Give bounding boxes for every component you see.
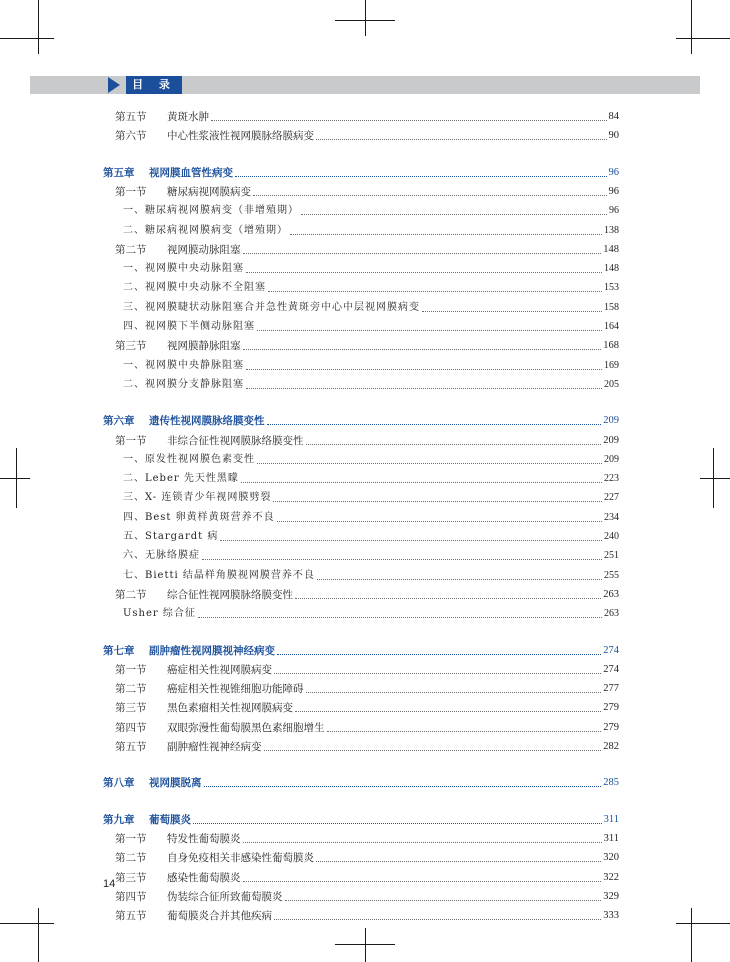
crop-mark <box>676 38 730 39</box>
toc-label <box>115 339 241 353</box>
toc-label <box>115 721 325 735</box>
dot-leader <box>243 348 602 350</box>
dot-leader <box>327 730 602 732</box>
toc-chapter[interactable] <box>103 412 619 428</box>
toc-number: 第二节 <box>115 243 147 256</box>
toc-subsection[interactable] <box>123 202 619 218</box>
toc-subsection[interactable] <box>123 451 619 467</box>
toc-title: 感染性葡萄膜炎 <box>167 871 241 884</box>
dot-leader <box>295 597 601 599</box>
toc-title: 视网膜血管性病变 <box>149 166 233 179</box>
toc-number: 第一节 <box>115 185 147 198</box>
crop-mark <box>0 38 54 39</box>
toc-page: 209 <box>603 434 619 446</box>
dot-leader <box>235 175 607 177</box>
toc-title: 一、视网膜中央静脉阻塞 <box>123 359 244 371</box>
header-title: 目 录 <box>126 76 182 94</box>
dot-leader <box>202 558 602 560</box>
toc-label <box>103 644 275 658</box>
toc-section[interactable] <box>115 719 619 735</box>
toc-page: 205 <box>604 378 619 390</box>
toc-section[interactable] <box>115 888 619 904</box>
toc-title: 二、视网膜分支静脉阻塞 <box>123 378 244 390</box>
toc-label <box>115 832 241 846</box>
toc-number: 第八章 <box>103 777 135 790</box>
toc-page: 320 <box>603 852 619 864</box>
toc-number: 第五节 <box>115 910 147 923</box>
triangle-icon <box>108 77 120 93</box>
toc-subsection[interactable] <box>123 279 619 295</box>
toc-page: 274 <box>603 663 619 675</box>
toc-title: 葡萄膜炎 <box>149 813 191 826</box>
dot-leader <box>264 749 602 751</box>
dot-leader <box>253 194 607 196</box>
toc-page: 209 <box>603 415 619 427</box>
dot-leader <box>246 387 602 389</box>
toc-page: 138 <box>604 224 619 236</box>
toc-label <box>123 491 271 505</box>
toc-number: 第一节 <box>115 434 147 447</box>
toc-number: 第二节 <box>115 852 147 865</box>
toc-label <box>115 185 251 199</box>
toc-title: 副肿瘤性视网膜视神经病变 <box>149 644 275 657</box>
toc-number: 第五节 <box>115 111 147 123</box>
toc-label <box>115 701 293 715</box>
toc-section[interactable] <box>115 680 619 696</box>
dot-leader <box>290 233 602 235</box>
toc-chapter[interactable] <box>103 642 619 658</box>
toc-label <box>123 262 244 276</box>
dot-leader <box>246 271 602 273</box>
toc-title: 中心性浆液性视网膜脉络膜病变 <box>167 130 314 143</box>
dot-leader <box>295 710 601 712</box>
toc-section[interactable] <box>115 108 619 124</box>
crop-mark <box>700 478 730 479</box>
toc-title: 七、Bietti 结晶样角膜视网膜营养不良 <box>123 569 315 581</box>
dot-leader <box>277 520 602 522</box>
toc-subsection[interactable] <box>123 260 619 276</box>
toc-number: 第一节 <box>115 832 147 845</box>
toc-title: 二、视网膜中央动脉不全阻塞 <box>123 282 266 294</box>
dot-leader <box>274 672 601 674</box>
toc-title: 双眼弥漫性葡萄膜黑色素细胞增生 <box>167 721 325 734</box>
toc-label <box>123 569 315 583</box>
toc-title: 特发性葡萄膜炎 <box>167 832 241 845</box>
toc-number: 第六节 <box>115 130 147 143</box>
toc-title: Usher 综合征 <box>123 608 196 620</box>
dot-leader <box>243 252 602 254</box>
toc-title: 四、视网膜下半侧动脉阻塞 <box>123 321 255 332</box>
toc-page: 169 <box>604 359 619 371</box>
dot-leader <box>285 899 602 901</box>
toc-number: 第六章 <box>103 415 135 428</box>
toc-label <box>123 224 288 238</box>
dot-leader <box>317 578 602 580</box>
toc-number: 第三节 <box>115 340 147 353</box>
dot-leader <box>274 918 601 920</box>
toc-label <box>115 588 293 602</box>
crop-mark <box>38 908 39 962</box>
toc-title: 视网膜静脉阻塞 <box>167 340 241 353</box>
toc-page: 263 <box>603 588 619 600</box>
toc-label <box>115 682 304 696</box>
dot-leader <box>243 841 602 843</box>
toc-subsection[interactable] <box>123 605 619 621</box>
toc-page: 279 <box>603 721 619 733</box>
toc-section[interactable] <box>115 830 619 846</box>
toc-section[interactable] <box>115 586 619 602</box>
toc-page: 263 <box>604 608 619 620</box>
toc-label <box>103 776 202 790</box>
toc-label <box>115 110 209 124</box>
crop-mark <box>38 0 39 54</box>
toc-label <box>123 511 275 525</box>
toc-title: 伪装综合征所致葡萄膜炎 <box>167 890 283 903</box>
crop-mark <box>335 20 395 21</box>
toc-label <box>123 320 255 334</box>
dot-leader <box>268 290 602 292</box>
toc-title: 四、Best 卵黄样黄斑营养不良 <box>123 511 275 523</box>
dot-leader <box>193 822 602 824</box>
toc-subsection[interactable] <box>123 376 619 392</box>
crop-mark <box>365 928 366 962</box>
toc-number: 第五节 <box>115 741 147 753</box>
toc-page: 274 <box>603 644 619 656</box>
toc-title: 副肿瘤性视神经病变 <box>167 741 262 753</box>
dot-leader <box>246 368 602 370</box>
toc-page: 282 <box>603 741 619 752</box>
dot-leader <box>306 691 602 693</box>
toc-page: 148 <box>604 263 619 275</box>
dot-leader <box>220 539 602 541</box>
toc-number: 第一节 <box>115 663 147 676</box>
dot-leader <box>204 785 602 787</box>
toc-title: 综合征性视网膜脉络膜变性 <box>167 588 293 601</box>
toc-label <box>123 359 244 373</box>
toc-label <box>103 166 233 180</box>
toc-page: 164 <box>604 321 619 332</box>
toc-title: 自身免疫相关非感染性葡萄膜炎 <box>167 852 314 865</box>
toc-subsection[interactable] <box>123 299 619 315</box>
toc-page: 223 <box>604 473 619 485</box>
toc-title: 一、视网膜中央动脉阻塞 <box>123 263 244 275</box>
toc-subsection[interactable] <box>123 567 619 583</box>
toc-number: 第五章 <box>103 166 135 179</box>
toc-page: 277 <box>603 683 619 695</box>
toc-label <box>123 281 266 295</box>
toc-number: 第七章 <box>103 644 135 657</box>
crop-mark <box>691 908 692 962</box>
dot-leader <box>316 860 601 862</box>
toc-label <box>103 414 265 428</box>
toc-page: 153 <box>604 282 619 294</box>
toc-label <box>123 301 420 315</box>
toc-label <box>115 434 304 448</box>
dot-leader <box>267 423 602 425</box>
dot-leader <box>301 213 607 215</box>
toc-title: 非综合征性视网膜脉络膜变性 <box>167 434 304 447</box>
toc-subsection[interactable] <box>123 547 619 563</box>
toc-subsection[interactable] <box>123 357 619 373</box>
toc-page: 209 <box>604 453 619 465</box>
toc-page: 279 <box>603 702 619 714</box>
toc-subsection[interactable] <box>123 318 619 334</box>
toc-label <box>115 851 314 865</box>
toc-page: 96 <box>609 205 619 217</box>
dot-leader <box>277 653 601 655</box>
toc-page: 255 <box>604 569 619 581</box>
toc-number: 第二节 <box>115 683 147 696</box>
toc-number: 第四节 <box>115 890 147 903</box>
toc-page: 84 <box>608 111 619 122</box>
toc-chapter[interactable] <box>103 164 619 180</box>
dot-leader <box>257 329 602 331</box>
toc-number: 第九章 <box>103 813 135 826</box>
dot-leader <box>316 138 607 140</box>
toc-label <box>115 663 272 677</box>
toc-label <box>123 453 255 467</box>
dot-leader <box>273 500 602 502</box>
toc-label <box>123 204 299 218</box>
toc-number: 第二节 <box>115 588 147 601</box>
dot-leader <box>306 443 602 445</box>
toc-label <box>115 909 272 923</box>
toc-number: 第三节 <box>115 702 147 715</box>
toc-page: 285 <box>603 777 619 789</box>
toc-section[interactable] <box>115 738 619 754</box>
dot-leader <box>198 616 602 618</box>
toc-page: 148 <box>603 243 619 255</box>
toc-subsection[interactable] <box>123 470 619 486</box>
toc-title: 癌症相关性视网膜病变 <box>167 663 272 676</box>
toc-page: 96 <box>608 185 619 197</box>
toc-page: 227 <box>604 492 619 504</box>
toc-title: 三、X- 连锁青少年视网膜劈裂 <box>123 492 272 504</box>
toc-section[interactable] <box>115 849 619 865</box>
toc-section[interactable] <box>115 661 619 677</box>
toc-page: 329 <box>603 890 619 902</box>
toc-page: 168 <box>603 340 619 352</box>
toc-title: 黄斑水肿 <box>167 111 209 123</box>
dot-leader <box>422 310 602 312</box>
toc-label <box>123 472 239 486</box>
toc-label <box>123 378 244 392</box>
toc-title: 黑色素瘤相关性视网膜病变 <box>167 702 293 715</box>
toc-section[interactable] <box>115 183 619 199</box>
toc-section[interactable] <box>115 127 619 143</box>
toc-title: 视网膜脱离 <box>149 777 202 790</box>
toc-section[interactable] <box>115 241 619 257</box>
toc-title: 遗传性视网膜脉络膜变性 <box>149 415 265 428</box>
dot-leader <box>257 462 602 464</box>
toc-title: 六、无脉络膜症 <box>123 550 200 562</box>
toc-title: 葡萄膜炎合并其他疾病 <box>167 910 272 923</box>
dot-leader <box>243 880 602 882</box>
toc-section[interactable] <box>115 337 619 353</box>
crop-mark <box>676 923 730 924</box>
toc-title: 五、Stargardt 病 <box>123 531 219 542</box>
toc-label <box>103 813 191 827</box>
toc-label <box>123 530 218 544</box>
toc-subsection[interactable] <box>123 528 619 544</box>
crop-mark <box>0 923 54 924</box>
toc-page: 158 <box>604 301 619 313</box>
crop-mark <box>365 0 366 36</box>
toc-title: 一、糖尿病视网膜病变（非增殖期） <box>123 205 299 217</box>
toc-subsection[interactable] <box>123 489 619 505</box>
dot-leader <box>211 119 607 121</box>
toc-title: 癌症相关性视锥细胞功能障碍 <box>167 683 304 696</box>
toc-section[interactable] <box>115 432 619 448</box>
toc-page: 251 <box>604 550 619 562</box>
toc-page: 322 <box>603 871 619 883</box>
toc-page: 96 <box>608 166 619 178</box>
page-number: 14 <box>103 878 116 890</box>
toc-title: 糖尿病视网膜病变 <box>167 185 251 198</box>
toc-number: 第四节 <box>115 721 147 734</box>
toc-label <box>115 243 241 257</box>
crop-mark <box>335 944 395 945</box>
dot-leader <box>241 481 602 483</box>
toc-page: 333 <box>603 910 619 922</box>
toc-number: 第三节 <box>115 871 147 884</box>
toc-title: 二、糖尿病视网膜病变（增殖期） <box>123 224 288 236</box>
toc-section[interactable] <box>115 869 619 885</box>
toc-subsection[interactable] <box>123 509 619 525</box>
toc-label <box>115 740 262 754</box>
toc-title: 二、Leber 先天性黑矇 <box>123 473 239 485</box>
toc-label <box>115 871 241 885</box>
toc-chapter[interactable] <box>103 811 619 827</box>
toc-subsection[interactable] <box>123 222 619 238</box>
toc-page: 90 <box>608 130 619 142</box>
toc-title: 三、视网膜睫状动脉阻塞合并急性黄斑旁中心中层视网膜病变 <box>123 301 420 313</box>
crop-mark <box>0 478 30 479</box>
toc-label <box>123 549 200 563</box>
toc-label <box>115 890 283 904</box>
toc-title: 视网膜动脉阻塞 <box>167 243 241 256</box>
crop-mark <box>691 0 692 54</box>
toc-page: 311 <box>603 832 619 844</box>
toc-section[interactable] <box>115 907 619 923</box>
toc-label <box>115 129 314 143</box>
toc-label <box>123 607 196 621</box>
toc-chapter[interactable] <box>103 774 619 790</box>
toc-page: 240 <box>604 531 619 542</box>
toc-title: 一、原发性视网膜色素变性 <box>123 453 255 465</box>
toc-page: 311 <box>603 813 619 825</box>
toc-section[interactable] <box>115 699 619 715</box>
toc-page: 234 <box>604 511 619 523</box>
